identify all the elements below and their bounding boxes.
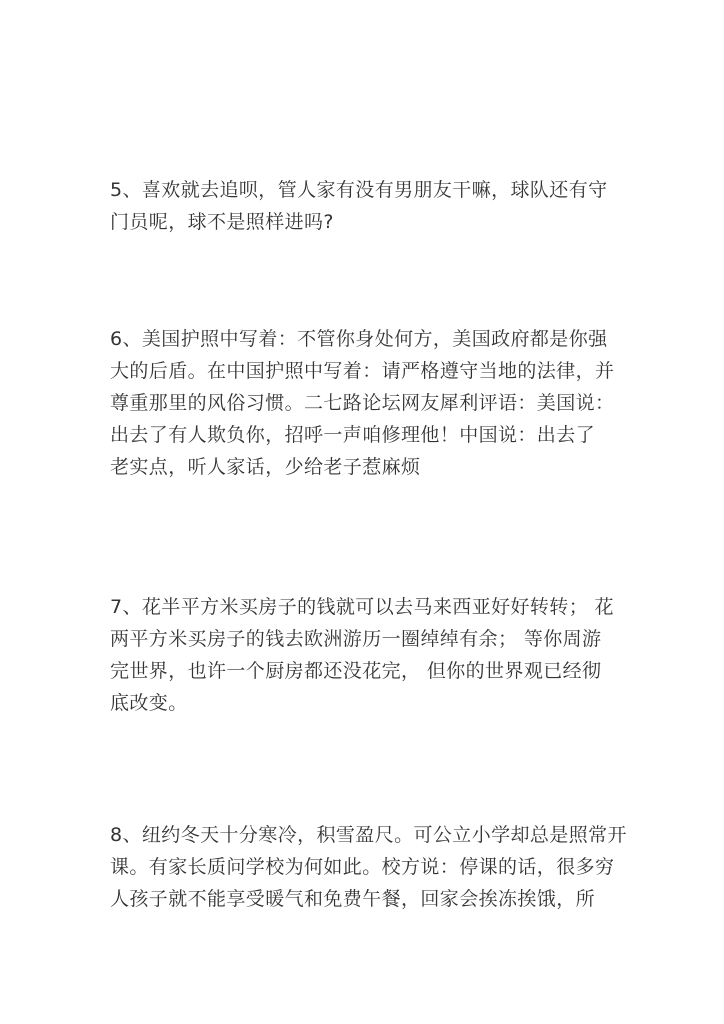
text-line: 底改变。: [110, 692, 188, 714]
text-line: 7、花半平方米买房子的钱就可以去马来西亚好好转转； 花: [110, 596, 614, 618]
paragraph-7: [110, 591, 630, 719]
text-line: 门员呢，球不是照样进吗?: [110, 211, 334, 233]
text-line: 5、喜欢就去追呗，管人家有没有男朋友干嘛，球队还有守: [110, 179, 608, 201]
text-line: 两平方米买房子的钱去欧洲游历一圈绰绰有余； 等你周游: [110, 628, 602, 650]
text-line: 出去了有人欺负你，招呼一声咱修理他！中国说：出去了: [110, 424, 596, 446]
text-line: 老实点，听人家话，少给老子惹麻烦: [110, 456, 421, 478]
paragraph-6: [110, 323, 630, 483]
text-line: 大的后盾。在中国护照中写着：请严格遵守当地的法律，并: [110, 360, 615, 382]
text-line: 课。有家长质问学校为何如此。校方说：停课的话，很多穷: [110, 856, 615, 878]
text-line: 完世界，也许一个厨房都还没花完， 但你的世界观已经彻: [110, 660, 602, 682]
text-line: 人孩子就不能享受暖气和免费午餐，回家会挨冻挨饿，所: [110, 888, 596, 910]
text-line: 尊重那里的风俗习惯。二七路论坛网友犀利评语：美国说：: [110, 392, 615, 414]
text-line: 8、纽约冬天十分寒冷，积雪盈尺。可公立小学却总是照常开: [110, 824, 627, 846]
paragraph-8: [110, 819, 630, 915]
text-line: 6、美国护照中写着：不管你身处何方，美国政府都是你强: [110, 328, 608, 350]
paragraph-5: [110, 174, 630, 238]
